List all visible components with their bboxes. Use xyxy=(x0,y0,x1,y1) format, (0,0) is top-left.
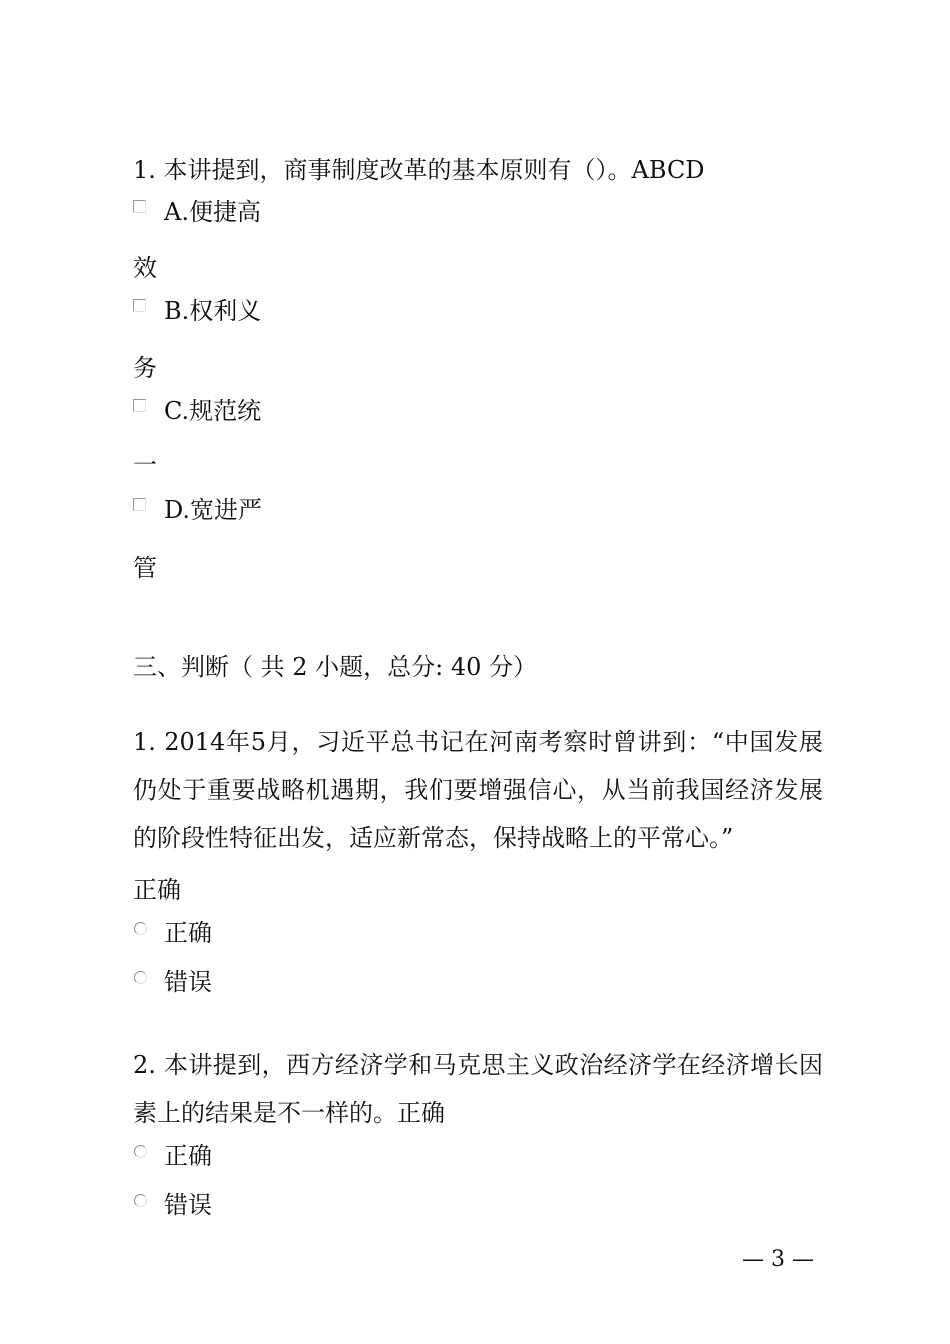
radio-judge-1-false[interactable] xyxy=(134,971,147,984)
judge-1-option-false-label: 错误 xyxy=(164,968,212,996)
option-d-label: D.宽进严 xyxy=(164,496,263,524)
page-number: — 3 — xyxy=(742,1247,814,1272)
option-d-wrap: 管 xyxy=(133,554,157,582)
option-b-wrap: 务 xyxy=(133,354,157,382)
judge-1-option-true-label: 正确 xyxy=(164,919,212,947)
judge-2-option-false-label: 错误 xyxy=(164,1191,212,1219)
option-a-label: A.便捷高 xyxy=(164,198,261,226)
question-judge-2: 2. 本讲提到，西方经济学和马克思主义政治经济学在经济增长因素上的结果是不一样的。正确 xyxy=(133,1051,823,1127)
checkbox-c[interactable] xyxy=(133,399,146,412)
radio-judge-1-true[interactable] xyxy=(134,922,147,935)
checkbox-a[interactable] xyxy=(133,200,146,213)
question-judge-1: 1. 2014年5月，习近平总书记在河南考察时曾讲到：“中国发展仍处于重要战略机遇期，我们要增强信心，从当前我国经济发展的阶段性特征出发，适应新常态，保持战略上的平常心。” xyxy=(133,728,823,852)
option-c-label: C.规范统 xyxy=(164,397,262,425)
option-c-wrap: 一 xyxy=(133,451,157,479)
checkbox-b[interactable] xyxy=(133,299,146,312)
judge-2-option-true-label: 正确 xyxy=(164,1142,212,1170)
option-b-label: B.权利义 xyxy=(164,297,262,325)
option-a-wrap: 效 xyxy=(133,254,157,282)
section-heading: 三、判断（ 共 2 小题，总分: 40 分） xyxy=(133,653,538,681)
radio-judge-2-false[interactable] xyxy=(134,1194,147,1207)
question-judge-1-answer: 正确 xyxy=(133,876,181,904)
radio-judge-2-true[interactable] xyxy=(134,1145,147,1158)
checkbox-d[interactable] xyxy=(133,498,146,511)
question-mc-1: 1. 本讲提到，商事制度改革的基本原则有（）。ABCD xyxy=(133,156,705,184)
